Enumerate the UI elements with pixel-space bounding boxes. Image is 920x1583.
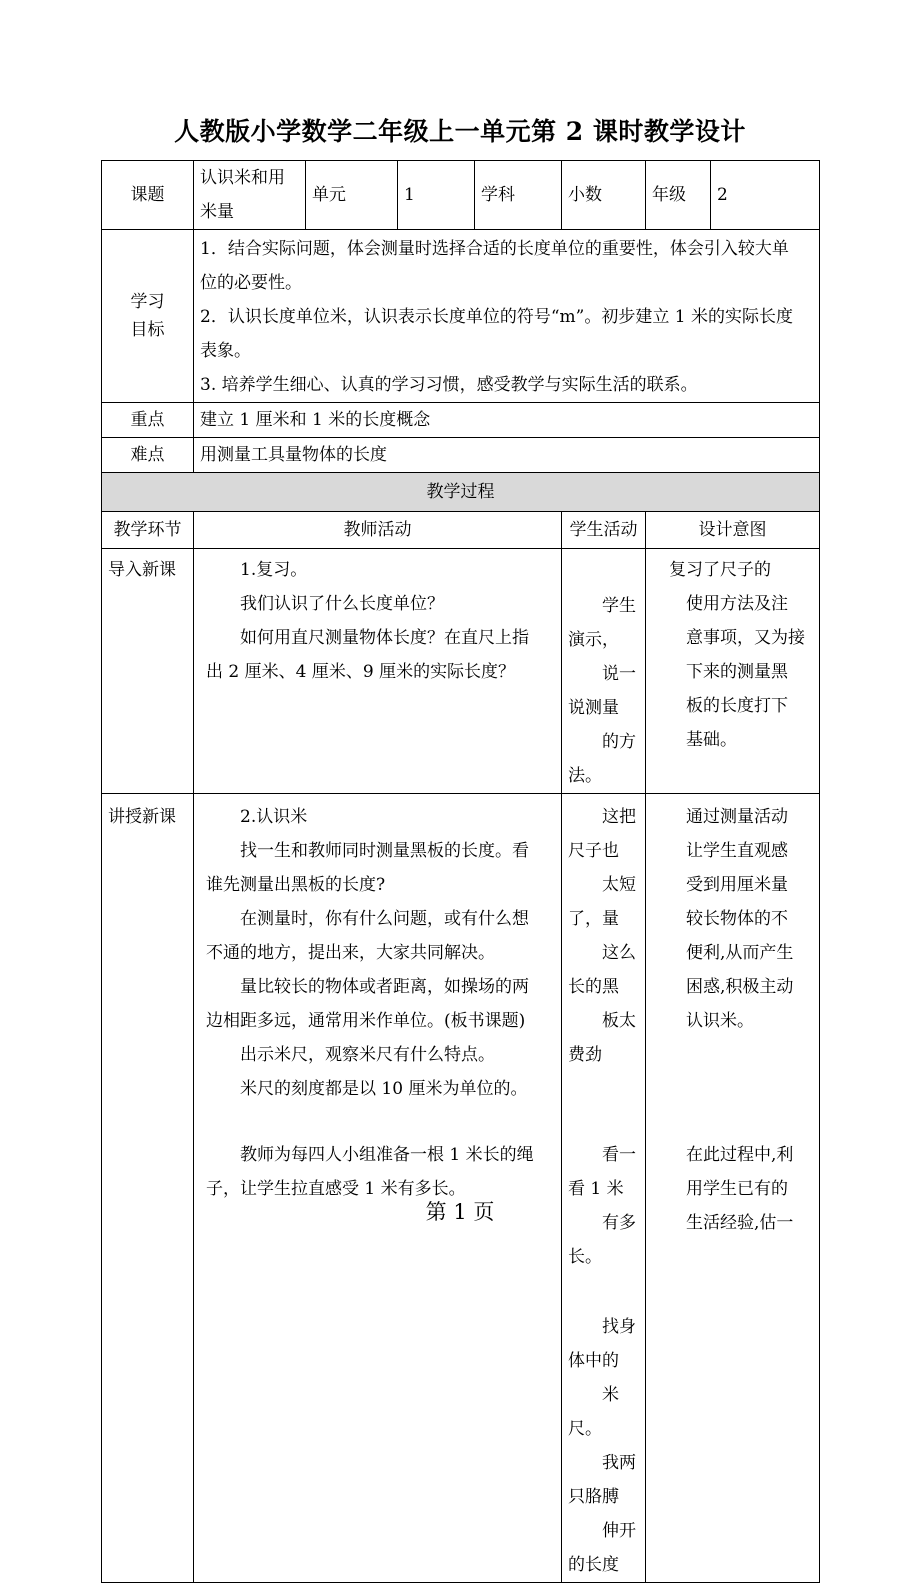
section-intent xyxy=(646,794,820,1583)
difficulty-row xyxy=(102,438,820,473)
intent-line: 让学生直观感 xyxy=(686,841,788,861)
teacher-line: 如何用直尺测量物体长度？在直尺上指 xyxy=(240,628,529,648)
section-teacher xyxy=(194,549,562,794)
page-footer: 第 1 页 xyxy=(425,1200,495,1224)
teacher-line: 2.认识米 xyxy=(240,807,308,827)
teacher-line: 找一生和教师同时测量黑板的长度。看 xyxy=(240,841,529,861)
section-stage: 导入新课 xyxy=(102,549,194,794)
student-line: 有多长。 xyxy=(568,1213,636,1267)
section-intent xyxy=(646,549,820,794)
key-point-row xyxy=(102,403,820,438)
student-line: 伸开的长度 xyxy=(568,1521,636,1575)
section-student xyxy=(562,549,646,794)
unit-label: 单元 xyxy=(306,161,398,230)
student-line: 这把尺子也 xyxy=(568,807,636,861)
grade-value: 2 xyxy=(711,161,820,230)
document-title: 人教版小学数学二年级上一单元第 2 课时教学设计 xyxy=(174,117,746,146)
intent-line: 复习了尺子的 xyxy=(669,560,771,580)
teacher-line: 米尺的刻度都是以 10 厘米为单位的。 xyxy=(240,1079,528,1099)
teacher-line: 出 2 厘米、4 厘米、9 厘米的实际长度？ xyxy=(206,662,516,682)
goal-line: 3. 培养学生细心、认真的学习习惯，感受教学与实际生活的联系。 xyxy=(200,375,698,395)
intent-line: 生活经验,估一 xyxy=(686,1213,794,1233)
teacher-line: 谁先测量出黑板的长度? xyxy=(206,875,386,895)
intent-line: 使用方法及注 xyxy=(686,594,788,614)
difficulty-value: 用测量工具量物体的长度 xyxy=(194,438,820,473)
intent-line: 受到用厘米量 xyxy=(686,875,788,895)
student-line: 的方法。 xyxy=(568,732,636,786)
key-point-value: 建立 1 厘米和 1 米的长度概念 xyxy=(194,403,820,438)
teacher-line: 边相距多远，通常用米作单位。(板书课题) xyxy=(206,1011,526,1031)
section-stage: 讲授新课 xyxy=(102,794,194,1583)
grade-label: 年级 xyxy=(646,161,711,230)
subject-label: 学科 xyxy=(475,161,562,230)
goal-line: 表象。 xyxy=(200,341,251,361)
goal-line: 2．认识长度单位米，认识表示长度单位的符号“m”。初步建立 1 米的实际长度 xyxy=(200,307,793,327)
intent-line: 便利,从而产生 xyxy=(686,943,794,963)
teacher-line: 教师为每四人小组准备一根 1 米长的绳 xyxy=(240,1145,534,1165)
student-line: 看一看 1 米 xyxy=(568,1145,636,1199)
section-teacher xyxy=(194,794,562,1583)
teacher-line: 子，让学生拉直感受 1 米有多长。 xyxy=(206,1179,466,1199)
intent-line: 通过测量活动 xyxy=(686,807,788,827)
col-intent: 设计意图 xyxy=(646,512,820,549)
course-value: 认识米和用米量 xyxy=(194,161,306,230)
key-point-label: 重点 xyxy=(102,403,194,438)
intent-line: 认识米。 xyxy=(686,1011,754,1031)
teacher-line: 我们认识了什么长度单位？ xyxy=(240,594,444,614)
col-stage: 教学环节 xyxy=(102,512,194,549)
column-header-row xyxy=(102,512,820,549)
student-line: 板太费劲 xyxy=(568,1011,636,1065)
goal-line: 1．结合实际问题，体会测量时选择合适的长度单位的重要性，体会引入较大单 xyxy=(200,239,789,259)
section-row xyxy=(102,794,820,1583)
student-line: 这么长的黑 xyxy=(568,943,636,997)
goals-content xyxy=(194,230,820,403)
teacher-line: 不通的地方，提出来，大家共同解决。 xyxy=(206,943,495,963)
col-student: 学生活动 xyxy=(562,512,646,549)
goals-label-line2: 目标 xyxy=(130,320,165,340)
teacher-line: 出示米尺，观察米尺有什么特点。 xyxy=(240,1045,495,1065)
goal-line: 位的必要性。 xyxy=(200,273,302,293)
subject-value: 小数 xyxy=(562,161,646,230)
lesson-plan-table xyxy=(101,160,820,1583)
intent-line: 较长物体的不 xyxy=(686,909,788,929)
goals-row xyxy=(102,230,820,403)
student-line: 找身体中的 xyxy=(568,1317,636,1371)
intent-line: 意事项，又为接 xyxy=(686,628,805,648)
difficulty-label: 难点 xyxy=(102,438,194,473)
student-line: 米尺。 xyxy=(568,1385,619,1439)
teacher-line: 1.复习。 xyxy=(240,560,308,580)
student-line: 太短了，量 xyxy=(568,875,636,929)
process-title: 教学过程 xyxy=(102,473,820,512)
student-line: 学生演示， xyxy=(568,596,636,650)
student-line: 我两只胳膊 xyxy=(568,1453,636,1507)
section-row xyxy=(102,549,820,794)
student-line: 说一说测量 xyxy=(568,664,636,718)
intent-line: 用学生已有的 xyxy=(686,1179,788,1199)
col-teacher: 教师活动 xyxy=(194,512,562,549)
teacher-line: 在测量时，你有什么问题，或有什么想 xyxy=(240,909,529,929)
goals-label xyxy=(102,230,194,403)
teacher-line: 量比较长的物体或者距离，如操场的两 xyxy=(240,977,529,997)
goals-label-line1: 学习 xyxy=(130,292,165,312)
process-title-row xyxy=(102,473,820,512)
intent-line: 基础。 xyxy=(686,730,737,750)
header-row xyxy=(102,161,820,230)
intent-line: 板的长度打下 xyxy=(686,696,788,716)
unit-value: 1 xyxy=(398,161,475,230)
section-student xyxy=(562,794,646,1583)
course-label: 课题 xyxy=(102,161,194,230)
intent-line: 下来的测量黑 xyxy=(686,662,788,682)
intent-line: 困惑,积极主动 xyxy=(686,977,794,997)
intent-line: 在此过程中,利 xyxy=(686,1145,794,1165)
